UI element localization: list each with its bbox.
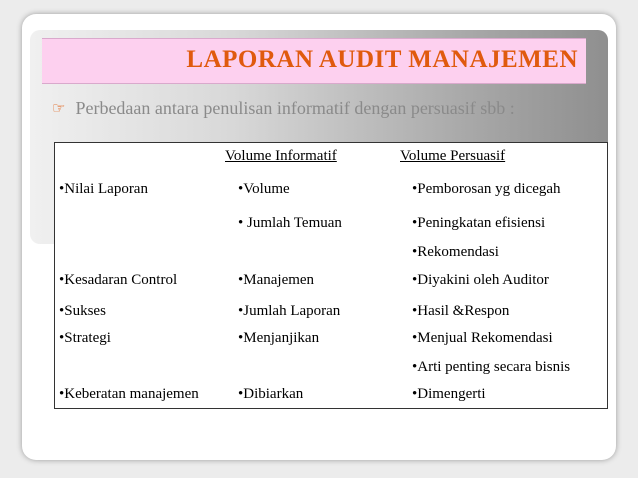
table-cell: •Dimengerti: [412, 386, 486, 402]
table-cell: •Diyakini oleh Auditor: [412, 272, 549, 288]
comparison-table: [54, 142, 608, 409]
table-header-persuasif: Volume Persuasif: [400, 148, 506, 164]
table-header-informatif: Volume Informatif: [225, 148, 337, 164]
table-cell: •Keberatan manajemen: [59, 386, 199, 402]
table-cell: •Sukses: [59, 303, 106, 319]
title-box: [42, 38, 586, 84]
bullet-line: [52, 98, 515, 119]
table-cell: •Arti penting secara bisnis: [412, 359, 571, 375]
table-cell: •Hasil &Respon: [412, 303, 510, 319]
bullet-text: Perbedaan antara penulisan informatif dengan persuasif sbb :: [75, 98, 515, 118]
table-cell: •Rekomendasi: [412, 244, 499, 260]
slide-title: LAPORAN AUDIT MANAJEMEN: [186, 46, 578, 73]
hand-pointing-icon: ☞: [52, 101, 66, 117]
table-cell: •Manajemen: [238, 272, 315, 288]
table-cell: •Menjual Rekomendasi: [412, 330, 553, 346]
table-cell: •Nilai Laporan: [59, 181, 148, 197]
table-cell: •Volume: [238, 181, 290, 197]
table-cell: •Peningkatan efisiensi: [412, 215, 546, 231]
table-cell: •Kesadaran Control: [59, 272, 178, 288]
table-cell: • Jumlah Temuan: [238, 215, 342, 231]
table-cell: •Strategi: [59, 330, 111, 346]
table-cell: •Menjanjikan: [238, 330, 320, 346]
table-cell: •Jumlah Laporan: [238, 303, 341, 319]
table-cell: •Dibiarkan: [238, 386, 304, 402]
table-cell: •Pemborosan yg dicegah: [412, 181, 561, 197]
